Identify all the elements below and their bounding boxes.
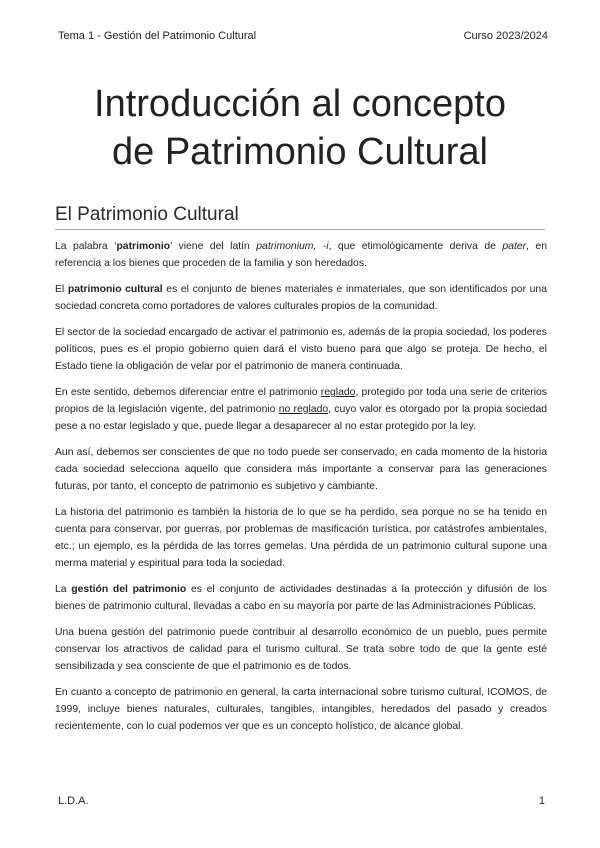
paragraph-4 — [55, 384, 547, 435]
page-number: 1 — [538, 795, 545, 807]
header-course-topic: Tema 1 - Gestión del Patrimonio Cultural — [58, 30, 257, 42]
section-heading: El Patrimonio Cultural — [55, 204, 545, 230]
italic-term: pater — [502, 241, 527, 252]
text-run: es el conjunto de actividades destinadas a la protección y difusión de los bienes de patrimonio cultural, llevadas a cabo en su mayoría por parte de las Administraciones Públicas. — [55, 584, 547, 612]
underlined-term: reglado — [320, 387, 356, 398]
paragraph-1 — [55, 238, 547, 272]
text-run: La palabra ‘ — [55, 241, 117, 252]
paragraph-6: La historia del patrimonio es también la historia de lo que se ha perdido, sea porque no se ha tenido en cuenta para conservar, por guerras, por problemas de masificación turística, por catástrofes ambientales, etc.; un ejemplo, es la pérdida de las torres gemelas. Una pérdida de un patrimonio cultural supone una merma material y espiritual para toda la sociedad. — [55, 507, 547, 569]
paragraph-5: Aun así, debemos ser conscientes de que no todo puede ser conservado, en cada momento de la historia cada sociedad selecciona aquello que considera más importante a conservar para las generaciones futuras, por tanto, el concepto de patrimonio es subjetivo y cambiante. — [55, 447, 547, 492]
paragraph-3: El sector de la sociedad encargado de activar el patrimonio es, además de la propia sociedad, los poderes políticos, pues es el propio gobierno quien dará el visto bueno para que algo se proteja. De hecho, el Estado tiene la obligación de velar por el patrimonio de manera continuada. — [55, 327, 547, 372]
text-run: , protegido por toda una serie de criterios propios de la legislación vigente, del patrimonio — [55, 387, 547, 415]
paragraph-2 — [55, 281, 547, 315]
footer-author: L.D.A. — [58, 795, 89, 807]
title-line-2: de Patrimonio Cultural — [112, 131, 488, 173]
text-run: La — [55, 584, 72, 595]
text-run: En este sentido, debemos diferenciar entre el patrimonio — [55, 387, 321, 398]
text-run: es el conjunto de bienes materiales e inmateriales, que son identificados por una sociedad concreta como portadores de valores culturales propios de la comunidad. — [55, 284, 547, 312]
text-run: El — [55, 284, 68, 295]
document-body — [55, 238, 547, 744]
paragraph-9: En cuanto a concepto de patrimonio en general, la carta internacional sobre turismo cultural, ICOMOS, de 1999, incluye bienes naturales, culturales, tangibles, intangibles, heredados del pasado y creados recientemente, con lo cual podemos ver que es un concepto holístico, de alcance global. — [55, 687, 547, 732]
italic-term: patrimonium, -i — [256, 241, 329, 252]
text-run: , que etimológicamente deriva de — [328, 241, 503, 252]
text-run: , en referencia a los bienes que proceden de la familia y son heredados. — [55, 241, 547, 269]
bold-term: gestión del patrimonio — [71, 584, 187, 595]
header-academic-year: Curso 2023/2024 — [463, 30, 548, 42]
bold-term: patrimonio — [116, 241, 171, 252]
title-line-1: Introducción al concepto — [94, 83, 506, 125]
bold-term: patrimonio cultural — [67, 284, 163, 295]
text-run: ’ viene del latín — [170, 241, 257, 252]
text-run: , cuyo valor es otorgado por la propia sociedad pese a no estar legislado y que, puede llegar a desaparecer al no estar protegido por la ley. — [55, 404, 547, 432]
paragraph-8: Una buena gestión del patrimonio puede contribuir al desarrollo económico de un pueblo, pues permite conservar los atractivos de calidad para el turismo cultural. Se trata sobre todo de que la gente esté sensibilizada y sea consciente de que el patrimonio es de todos. — [55, 627, 547, 672]
paragraph-7 — [55, 581, 547, 615]
page-title — [30, 80, 570, 176]
underlined-term: no reglado — [278, 404, 329, 415]
